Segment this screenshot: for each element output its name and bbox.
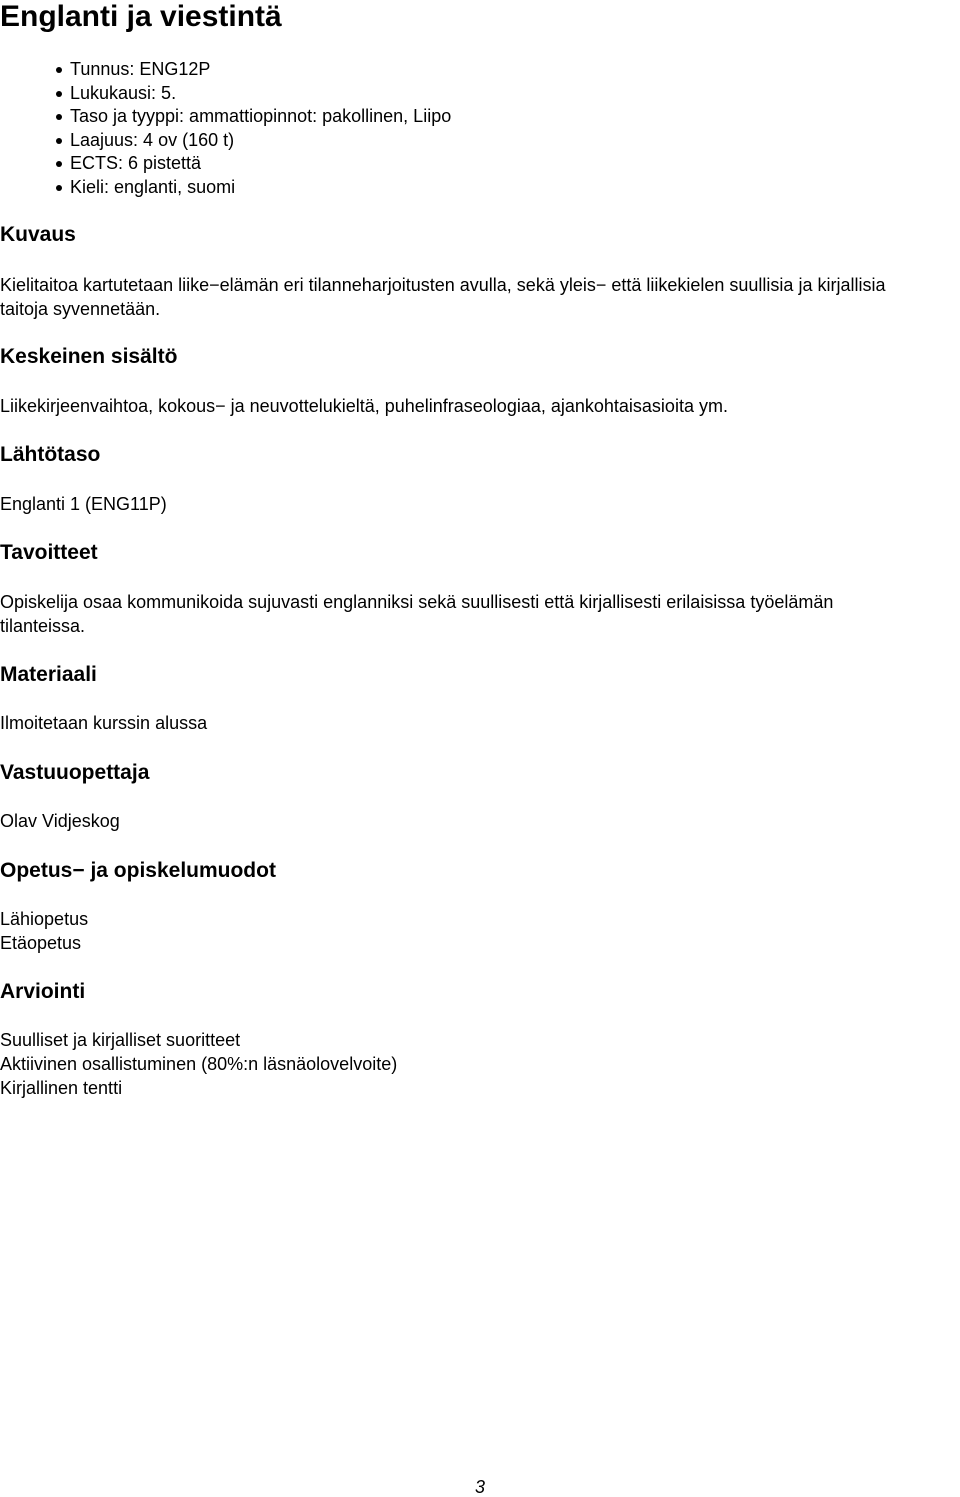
section-body-arviointi xyxy=(0,1028,960,1100)
section-body-kuvaus xyxy=(0,273,960,321)
body-line: Englanti 1 (ENG11P) xyxy=(0,494,167,514)
meta-item-taso: Taso ja tyyppi: ammattiopinnot: pakollinen, Liipo xyxy=(50,105,451,129)
meta-item-lukukausi: Lukukausi: 5. xyxy=(50,82,451,106)
body-line: Suulliset ja kirjalliset suoritteet xyxy=(0,1030,241,1050)
page-number: 3 xyxy=(475,1477,486,1497)
page-title: Englanti ja viestintä xyxy=(0,0,282,33)
section-heading-opetus: Opetus− ja opiskelumuodot xyxy=(0,859,276,882)
body-line: Aktiivinen osallistuminen (80%:n läsnäolovelvoite) xyxy=(0,1054,398,1074)
section-heading-vastuuopettaja: Vastuuopettaja xyxy=(0,761,150,784)
body-line: Kielitaitoa kartutetaan liike−elämän eri tilanneharjoitusten avulla, sekä yleis− että liikekielen suullisia ja kirjallisia xyxy=(0,275,886,295)
section-body-materiaali xyxy=(0,711,960,735)
body-line: Ilmoitetaan kurssin alussa xyxy=(0,713,208,733)
section-heading-arviointi: Arviointi xyxy=(0,980,86,1003)
course-meta-list xyxy=(50,58,451,199)
body-line: Liikekirjeenvaihtoa, kokous− ja neuvottelukieltä, puhelinfraseologiaa, ajankohtaisasioita ym. xyxy=(0,396,728,416)
section-body-sisalto xyxy=(0,394,960,418)
body-line: Etäopetus xyxy=(0,933,82,953)
section-body-vastuuopettaja xyxy=(0,809,960,833)
section-heading-materiaali: Materiaali xyxy=(0,663,97,686)
meta-item-kieli: Kieli: englanti, suomi xyxy=(50,176,451,200)
body-line: tilanteissa. xyxy=(0,616,86,636)
meta-item-ects: ECTS: 6 pistettä xyxy=(50,152,451,176)
section-body-lahtotaso xyxy=(0,492,960,516)
section-body-opetus xyxy=(0,907,960,955)
section-body-tavoitteet xyxy=(0,590,960,638)
body-line: Lähiopetus xyxy=(0,909,89,929)
section-heading-tavoitteet: Tavoitteet xyxy=(0,541,98,564)
body-line: Kirjallinen tentti xyxy=(0,1078,123,1098)
body-line: taitoja syvennetään. xyxy=(0,299,161,319)
body-line: Opiskelija osaa kommunikoida sujuvasti englanniksi sekä suullisesti että kirjallisesti erilaisissa työelämän xyxy=(0,592,834,612)
section-heading-lahtotaso: Lähtötaso xyxy=(0,443,101,466)
body-line: Olav Vidjeskog xyxy=(0,811,120,831)
meta-item-tunnus: Tunnus: ENG12P xyxy=(50,58,451,82)
meta-item-laajuus: Laajuus: 4 ov (160 t) xyxy=(50,129,451,153)
section-heading-sisalto: Keskeinen sisältö xyxy=(0,345,178,368)
section-heading-kuvaus: Kuvaus xyxy=(0,223,76,246)
